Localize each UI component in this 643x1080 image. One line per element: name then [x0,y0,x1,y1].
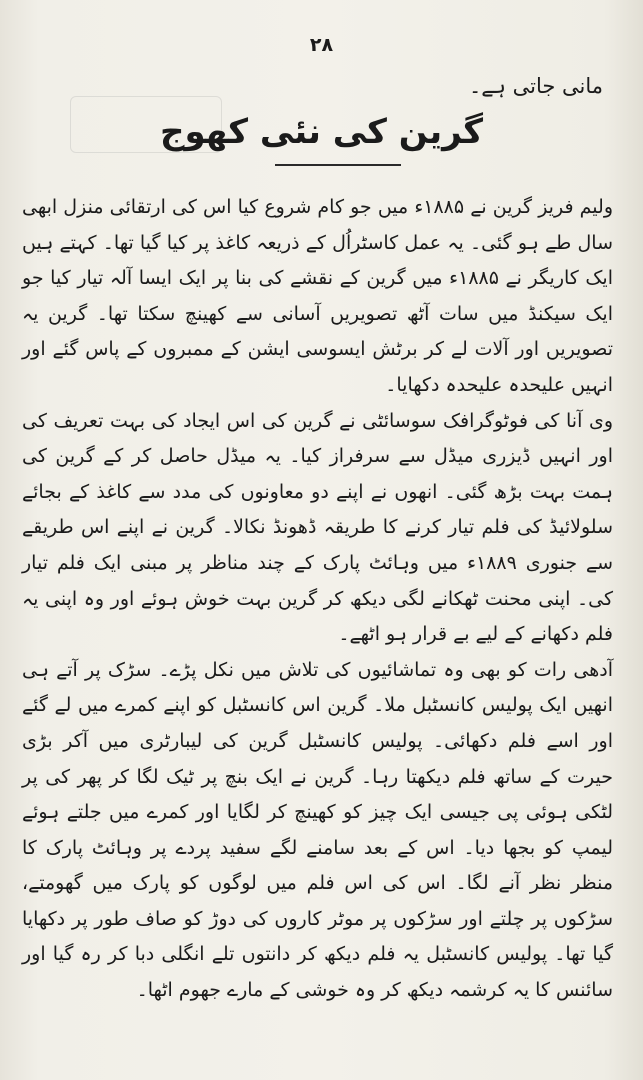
paragraph: وی آنا کی فوٹوگرافک سوسائٹی نے گرین کی اس ایجاد کی بہت تعریف کی اور انہیں ڈیزری میڈل سے سرفراز کیا۔ یہ میڈل حاصل کر کے گرین کی ہمت بہت بڑھ گئی۔ انھوں نے اپنے دو معاونوں کی مدد سے کاغذ کے بجائے سلولائیڈ کی فلم تیار کرنے کا طریقہ ڈھونڈ نکالا۔ گرین نے اپنے اس طریقے سے جنوری ۱۸۸۹ء میں وہائٹ پارک کے چند مناظر پر مبنی ایک فلم تیار کی۔ اپنی محنت ٹھکانے لگی دیکھ کر گرین بہت خوش ہوئے اور وہ اپنی یہ فلم دکھانے کے لیے بے قرار ہو اٹھے۔ [22,409,613,646]
page-number: ۲۸ [309,34,334,56]
continuation-line: مانی جاتی ہے۔ [469,74,603,98]
paragraph: آدھی رات کو بھی وہ تماشائیوں کی تلاش میں نکل پڑے۔ سڑک پر آتے ہی انھیں ایک پولیس کانسٹبل ملا۔ گرین اس کانسٹبل کو اپنے کمرے میں لے گئے اور اسے فلم دکھائی۔ پولیس کانسٹبل گرین کی لیبارٹری میں آکر بڑی حیرت کے ساتھ فلم دیکھتا رہا۔ گرین نے ایک بنچ پر ٹیک لگا کر پھر کی پر لٹکی ہوئی پی جیسی ایک چیز کو کھینچ کر لگایا اور کمرے میں جلتے ہوئے لیمپ کو بجھا دیا۔ اس کے بعد سامنے لگے سفید پردے پر وہائٹ پارک کا منظر نظر آنے لگا۔ اس کی اس فلم میں لوگوں کو پارک میں گھومتے، سڑکوں پر چلتے اور سڑکوں پر موٹر کاروں کی دوڑ کو صاف طور پر دکھایا گیا تھا۔ پولیس کانسٹبل یہ فلم دیکھ کر دانتوں تلے انگلی دبا کر رہ گیا اور سائنس کا یہ کرشمہ دیکھ کر وہ خوشی کے مارے جھوم اٹھا۔ [22,658,613,1002]
body-text [22,190,613,1009]
heading-underline [275,164,401,166]
paragraph: ولیم فریز گرین نے ۱۸۸۵ء میں جو کام شروع کیا اس کی ارتقائی منزل ابھی سال طے ہو گئی۔ یہ عمل کاسٹراُل کے ذریعہ کاغذ پر کیا گیا تھا۔ کہتے ہیں ایک کاریگر نے ۱۸۸۵ء میں گرین کے نقشے کی بنا پر ایک ایسا آلہ تیار کیا جو ایک سیکنڈ میں سات آٹھ تصویریں آسانی سے کھینچ سکتا تھا۔ گرین یہ تصویریں اور آلات لے کر برٹش ایسوسی ایشن کے ممبروں کے پاس گئے اور انہیں علیحدہ علیحدہ دکھایا۔ [22,196,614,396]
section-heading: گرین کی نئی کھوج [159,112,484,152]
